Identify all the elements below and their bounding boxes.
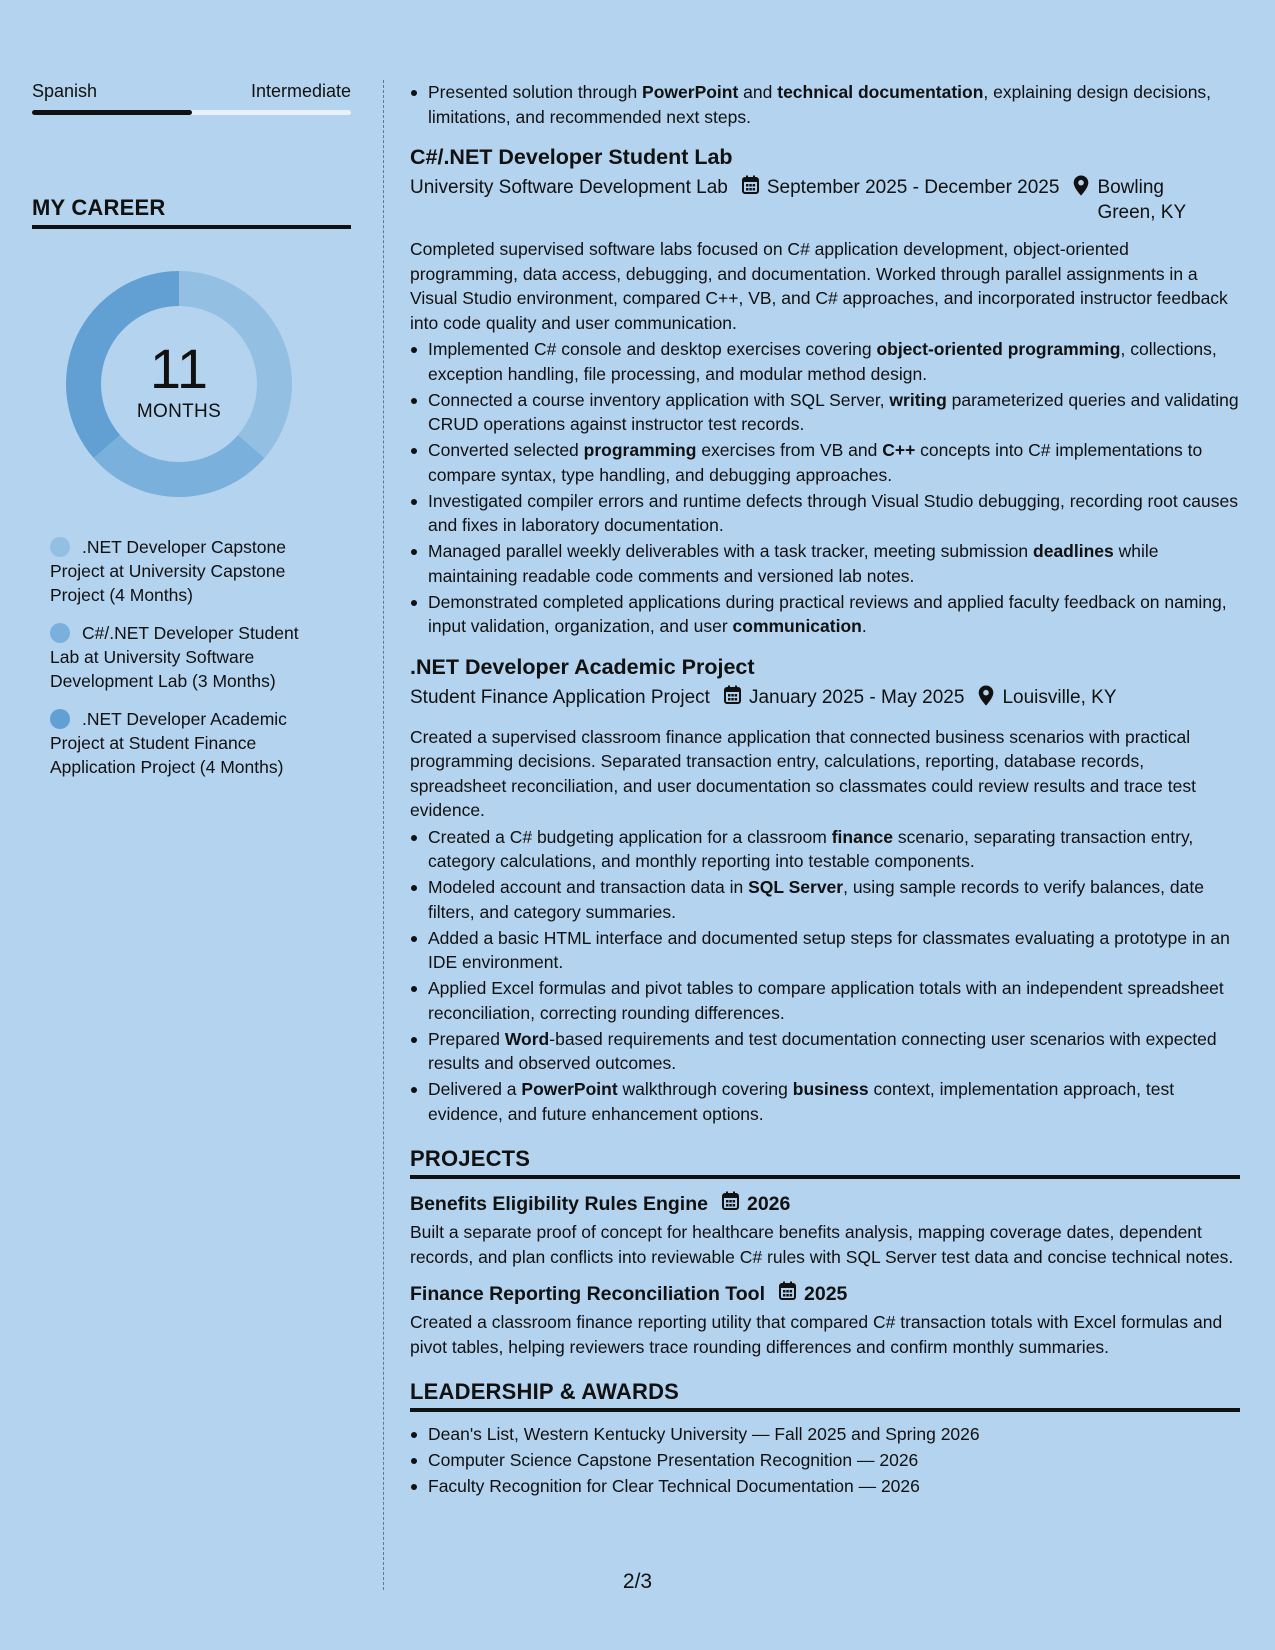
bullet-item: Converted selected programming exercises from VB and C++ concepts into C# implementations to compare syntax, type handling, and debugging approaches. [428, 438, 1240, 487]
project-entry [410, 1281, 1240, 1359]
job-entry [410, 653, 1240, 1127]
bullet-item: Implemented C# console and desktop exercises covering object-oriented programming, collections, exception handling, file processing, and modular method design. [428, 337, 1240, 386]
job-summary: Created a supervised classroom finance application that connected business scenarios with practical programming decisions. Separated transaction entry, calculations, reporting, database records, spreadsheet reconciliation, and user documentation so classmates could review results and trace test evidence. [410, 726, 1196, 820]
award-item: Dean's List, Western Kentucky University — Fall 2025 and Spring 2026 [428, 1422, 1240, 1447]
map-pin-icon [978, 685, 994, 713]
legend-label: .NET Developer Academic Project at Student Finance Application Project (4 Months) [50, 709, 287, 777]
legend-item [50, 707, 330, 779]
donut-total-value: 11 [149, 337, 209, 400]
job-bullets [410, 337, 1240, 639]
legend-item [50, 621, 330, 693]
job-bullets [410, 825, 1240, 1127]
job-organization: Student Finance Application Project [410, 686, 710, 708]
donut-total-unit: MONTHS [136, 401, 222, 422]
project-title-row [410, 1191, 1240, 1217]
language-level: Intermediate [250, 81, 351, 101]
legend-dot [50, 623, 70, 643]
project-title-row [410, 1281, 1240, 1307]
job-location: Louisville, KY [1002, 686, 1117, 708]
award-item: Faculty Recognition for Clear Technical Documentation — 2026 [428, 1474, 1240, 1499]
projects-heading: PROJECTS [410, 1146, 1240, 1179]
language-proficiency-fill [32, 110, 192, 115]
page-number: 2/3 [622, 1570, 653, 1593]
bullet-item: Managed parallel weekly deliverables with a task tracker, meeting submission deadlines while maintaining readable code comments and versioned lab notes. [428, 539, 1240, 588]
awards-heading: LEADERSHIP & AWARDS [410, 1379, 1240, 1412]
calendar-icon [722, 1191, 739, 1217]
bullet-item: Added a basic HTML interface and documented setup steps for classmates evaluating a prototype in an IDE environment. [428, 926, 1240, 975]
job-dates: January 2025 - May 2025 [748, 686, 965, 708]
job-meta [410, 175, 1240, 225]
bullet-item: Presented solution through PowerPoint and technical documentation, explaining design decisions, limitations, and recommended next steps. [428, 80, 1240, 129]
language-proficiency-bar [32, 110, 351, 115]
bullet-item: Created a C# budgeting application for a classroom finance scenario, separating transaction entry, category calculations, and monthly reporting into testable components. [428, 825, 1240, 874]
legend-dot [50, 537, 70, 557]
project-entry [410, 1191, 1240, 1269]
column-divider [383, 80, 384, 1590]
bullet-item: Prepared Word-based requirements and test documentation connecting user scenarios with expected results and observed outcomes. [428, 1027, 1240, 1076]
legend-label: .NET Developer Capstone Project at University Capstone Project (4 Months) [50, 537, 286, 605]
calendar-icon [742, 175, 759, 201]
language-row [32, 80, 351, 102]
language-name: Spanish [32, 81, 98, 101]
award-item: Computer Science Capstone Presentation Recognition — 2026 [428, 1448, 1240, 1473]
bullet-item: Investigated compiler errors and runtime defects through Visual Studio debugging, recording root causes and fixes in laboratory documentation. [428, 489, 1240, 538]
bullet-item: Demonstrated completed applications during practical reviews and applied faculty feedback on naming, input validation, organization, and user communication. [428, 590, 1240, 639]
job-dates: September 2025 - December 2025 [766, 177, 1060, 198]
project-year: 2025 [804, 1283, 848, 1305]
bullet-item: Modeled account and transaction data in SQL Server, using sample records to verify balances, date filters, and category summaries. [428, 875, 1240, 924]
project-description: Created a classroom finance reporting utility that compared C# transaction totals with Excel formulas and pivot tables, helping reviewers trace rounding differences and confirm monthly summaries. [410, 1312, 1223, 1357]
job-organization: University Software Development Lab [410, 177, 728, 198]
awards-list [410, 1422, 1240, 1499]
job-location: Bowling Green, KY [1097, 177, 1187, 223]
sidebar [32, 80, 351, 793]
legend-item [50, 535, 330, 607]
calendar-icon [779, 1281, 796, 1307]
project-description: Built a separate proof of concept for healthcare benefits analysis, mapping coverage dates, dependent records, and plan conflicts into reviewable C# rules with SQL Server test data and concise technical notes. [410, 1222, 1234, 1267]
career-legend [50, 535, 330, 779]
map-pin-icon [1073, 175, 1089, 203]
job-meta [410, 685, 1240, 713]
lead-bullet-list [410, 80, 1240, 129]
job-entry [410, 143, 1240, 639]
donut-center [64, 269, 294, 499]
bullet-item: Delivered a PowerPoint walkthrough covering business context, implementation approach, test evidence, and future enhancement options. [428, 1077, 1240, 1126]
job-summary: Completed supervised software labs focused on C# application development, object-oriented programming, data access, debugging, and documentation. Worked through parallel assignments in a Visual Studio environment, compared C++, VB, and C# approaches, and incorporated instructor feedback into code quality and user communication. [410, 239, 1228, 333]
project-title: Benefits Eligibility Rules Engine [410, 1193, 708, 1215]
project-year: 2026 [746, 1193, 791, 1215]
career-donut-chart [64, 269, 294, 499]
career-heading: MY CAREER [32, 195, 351, 229]
main-content [410, 80, 1240, 1500]
bullet-item: Connected a course inventory application with SQL Server, writing parameterized queries and validating CRUD operations against instructor test records. [428, 388, 1240, 437]
calendar-icon [724, 685, 741, 711]
legend-label: C#/.NET Developer Student Lab at University Software Development Lab (3 Months) [50, 623, 299, 691]
project-title: Finance Reporting Reconciliation Tool [410, 1283, 765, 1305]
job-title: C#/.NET Developer Student Lab [410, 145, 733, 169]
bullet-item: Applied Excel formulas and pivot tables to compare application totals with an independent spreadsheet reconciliation, correcting rounding differences. [428, 976, 1240, 1025]
job-title: .NET Developer Academic Project [410, 654, 755, 679]
legend-dot [50, 709, 70, 729]
